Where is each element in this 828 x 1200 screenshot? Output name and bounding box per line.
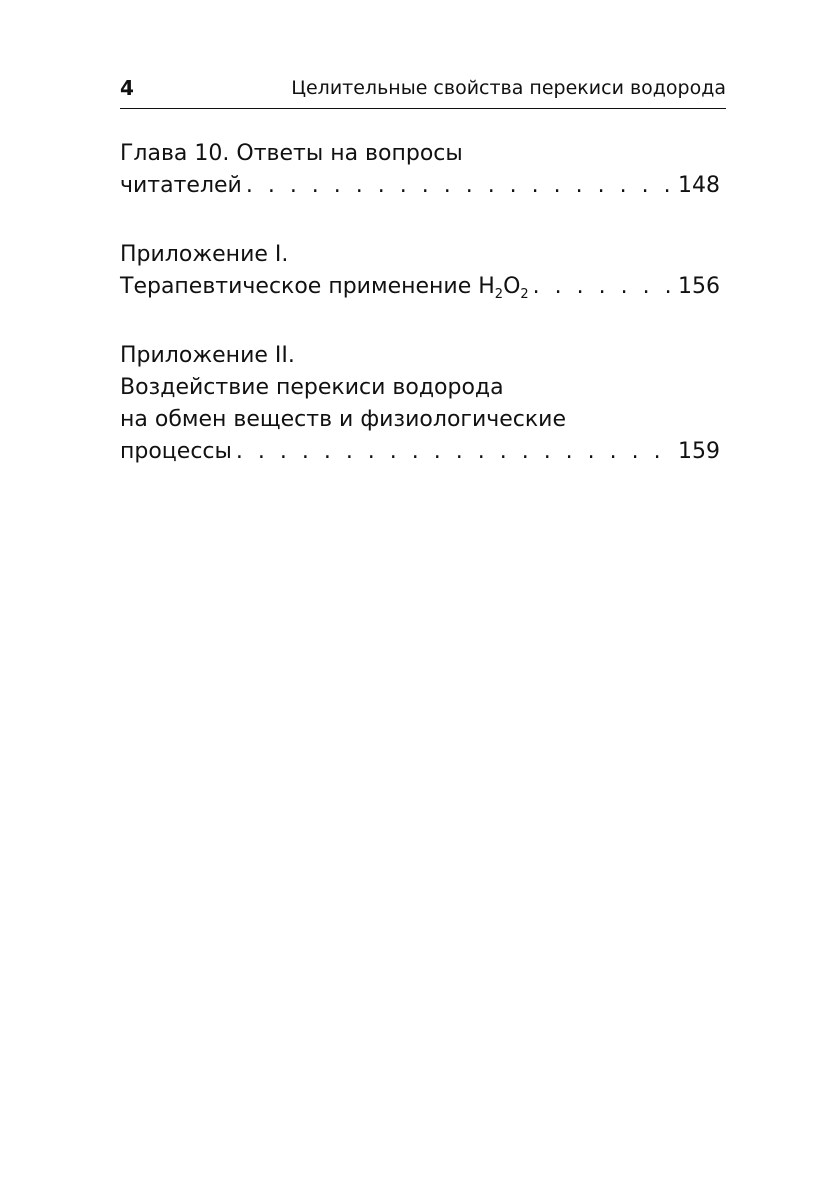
dot-leader — [533, 271, 672, 303]
formula-subscript: 2 — [494, 287, 504, 302]
formula-subscript: 2 — [520, 287, 529, 302]
page-header — [120, 72, 726, 109]
running-title: Целительные свойства перекиси водорода — [291, 77, 726, 99]
toc-entry-title-line: Глава 10. Ответы на вопросы — [120, 141, 463, 166]
toc-entry-chapter-10[interactable] — [120, 138, 720, 202]
toc-entry-appendix-1[interactable] — [120, 239, 720, 303]
table-of-contents — [120, 138, 720, 505]
toc-entry-title-line: Приложение II. — [120, 343, 295, 368]
formula-prefix: Терапевтическое применение H — [120, 274, 495, 299]
toc-entry-last-line — [120, 271, 720, 303]
dot-leader — [236, 436, 672, 468]
formula-element: O — [503, 274, 521, 299]
toc-entry-title-line: Приложение I. — [120, 242, 289, 267]
toc-entry-title-end: читателей — [120, 173, 242, 198]
toc-entry-title-line: на обмен веществ и физиологические — [120, 407, 567, 432]
toc-page-number: 156 — [678, 274, 720, 299]
toc-entry-title-end — [120, 271, 529, 303]
toc-entry-last-line — [120, 170, 720, 202]
toc-page-number: 159 — [678, 439, 720, 464]
page-number: 4 — [120, 76, 134, 100]
toc-page-number: 148 — [678, 173, 720, 198]
toc-entry-appendix-2[interactable] — [120, 340, 720, 468]
dot-leader — [246, 170, 672, 202]
toc-entry-last-line — [120, 436, 720, 468]
toc-entry-title-line: Воздействие перекиси водорода — [120, 375, 504, 400]
toc-entry-title-end: процессы — [120, 439, 232, 464]
